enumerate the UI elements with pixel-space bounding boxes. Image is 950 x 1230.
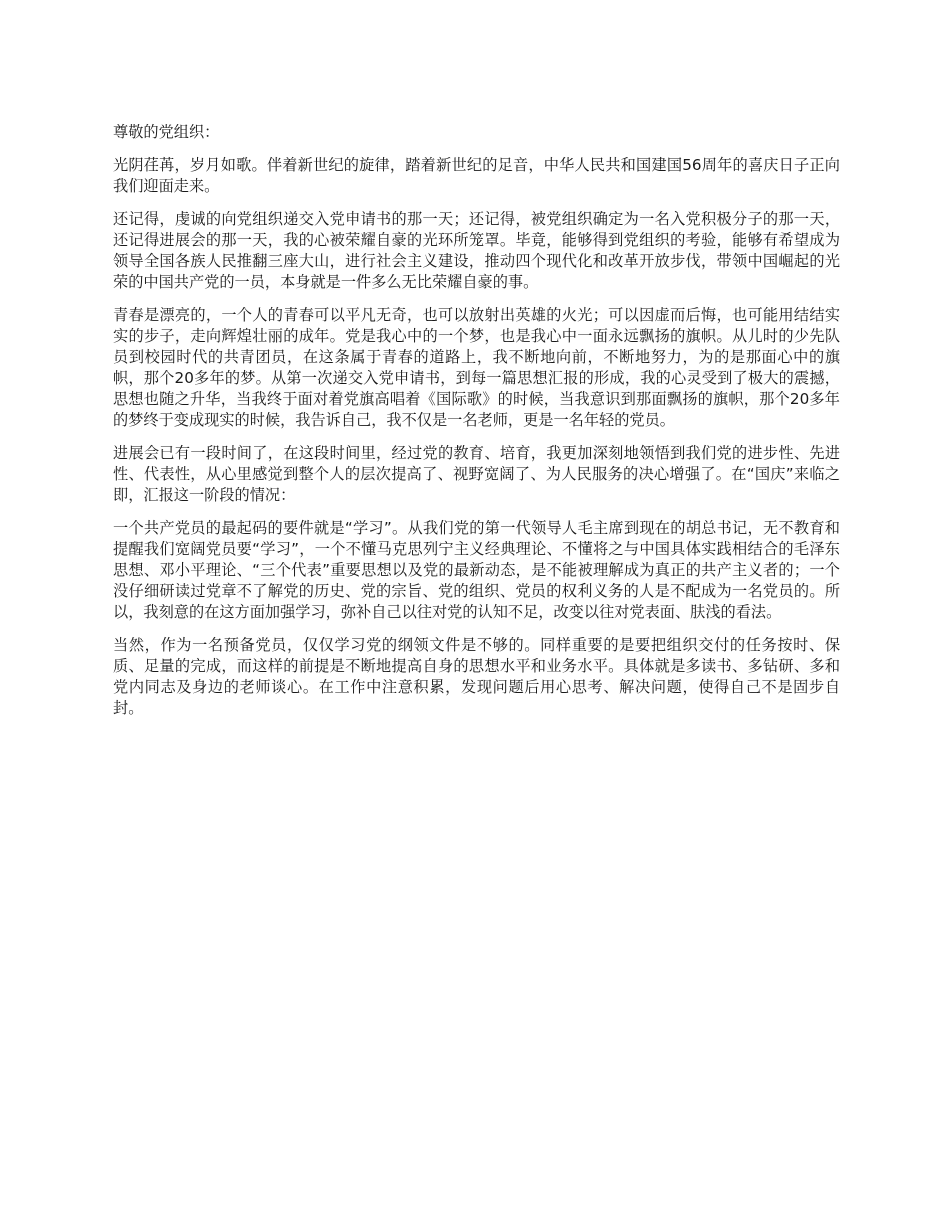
paragraph-6: 当然，作为一名预备党员，仅仅学习党的纲领文件是不够的。同样重要的是要把组织交付的任务按时、保质、足量的完成，而这样的前提是不断地提高自身的思想水平和业务水平。具体就是多读书、多钻研、多和党内同志及身边的老师谈心。在工作中注意积累，发现问题后用心思考、解决问题，使得自己不是固步自封。 <box>113 636 840 717</box>
paragraph-5: 一个共产党员的最起码的要件就是“学习”。从我们党的第一代领导人毛主席到现在的胡总书记，无不教育和提醒我们宽阔党员要“学习”，一个不懂马克思列宁主义经典理论、不懂将之与中国具体实践相结合的毛泽东思想、邓小平理论、“三个代表”重要思想以及党的最新动态，是不能被理解成为真正的共产主义者的；一个没仔细研读过党章不了解党的历史、党的宗旨、党的组织、党员的权利义务的人是不配成为一名党员的。所以，我刻意的在这方面加强学习，弥补自己以往对党的认知不足，改变以往对党表面、肤浅的看法。 <box>113 519 840 621</box>
paragraph-1: 光阴荏苒，岁月如歌。伴着新世纪的旋律，踏着新世纪的足音，中华人民共和国建国56周年的喜庆日子正向我们迎面走来。 <box>113 156 840 195</box>
paragraph-4: 进展会已有一段时间了，在这段时间里，经过党的教育、培育，我更加深刻地领悟到我们党的进步性、先进性、代表性，从心里感觉到整个人的层次提高了、视野宽阔了、为人民服务的决心增强了。在“国庆”来临之即，汇报这一阶段的情况： <box>113 444 840 504</box>
paragraph-2: 还记得，虔诚的向党组织递交入党申请书的那一天；还记得，被党组织确定为一名入党积极分子的那一天，还记得进展会的那一天，我的心被荣耀自豪的光环所笼罩。毕竟，能够得到党组织的考验，能够有希望成为领导全国各族人民推翻三座大山，进行社会主义建设，推动四个现代化和改革开放步伐，带领中国崛起的光荣的中国共产党的一员，本身就是一件多么无比荣耀自豪的事。 <box>113 210 840 291</box>
paragraph-3: 青春是漂亮的，一个人的青春可以平凡无奇，也可以放射出英雄的火光；可以因虚而后悔，也可能用结结实实的步子，走向辉煌壮丽的成年。党是我心中的一个梦，也是我心中一面永远飘扬的旗帜。从儿时的少先队员到校园时代的共青团员，在这条属于青春的道路上，我不断地向前，不断地努力，为的是那面心中的旗帜，那个20多年的梦。从第一次递交入党申请书，到每一篇思想汇报的形成，我的心灵受到了极大的震撼，思想也随之升华，当我终于面对着党旗高唱着《国际歌》的时候，当我意识到那面飘扬的旗帜，那个20多年的梦终于变成现实的时候，我告诉自己，我不仅是一名老师，更是一名年轻的党员。 <box>113 306 840 429</box>
document-body <box>113 122 840 731</box>
salutation: 尊敬的党组织： <box>113 123 220 141</box>
